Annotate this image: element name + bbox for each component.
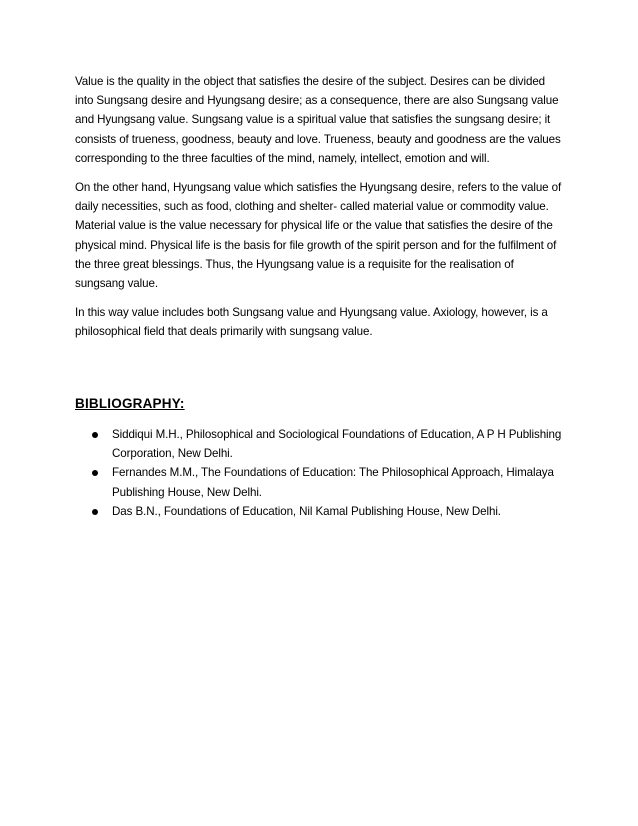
- bibliography-item-text: Das B.N., Foundations of Education, Nil Kamal Publishing House, New Delhi.: [112, 504, 501, 518]
- bibliography-item: [75, 463, 565, 501]
- paragraph-2: On the other hand, Hyungsang value which satisfies the Hyungsang desire, refers to the value of daily necessities, such as food, clothing and shelter- called material value or commodity value. Material value is the value necessary for physical life or the value that satisfies the desire of the physical mind. Physical life is the basis for file growth of the spirit person and for the fulfilment of the three great blessings. Thus, the Hyungsang value is a requisite for the realisation of sungsang value.: [75, 181, 562, 291]
- bibliography-item: [75, 425, 565, 463]
- body-text: [75, 72, 565, 352]
- bullet-icon: [92, 432, 98, 438]
- paragraph-3: In this way value includes both Sungsang value and Hyungsang value. Axiology, however, is a philosophical field that deals primarily with sungsang value.: [75, 306, 548, 339]
- bullet-icon: [92, 509, 98, 515]
- bullet-icon: [92, 470, 98, 476]
- bibliography-list: [75, 425, 565, 521]
- paragraph-1: Value is the quality in the object that satisfies the desire of the subject. Desires can be divided into Sungsang desire and Hyungsang desire; as a consequence, there are also Sungsang value and Hyungsang value. Sungsang value is a spiritual value that satisfies the sungsang desire; it consists of trueness, goodness, beauty and love. Trueness, beauty and goodness are the values corresponding to the three faculties of the mind, namely, intellect, emotion and will.: [75, 75, 561, 165]
- bibliography-heading: BIBLIOGRAPHY:: [75, 396, 185, 411]
- bibliography-item: [75, 502, 565, 521]
- bibliography-item-text: Fernandes M.M., The Foundations of Education: The Philosophical Approach, Himalaya Publishing House, New Delhi.: [112, 466, 554, 499]
- bibliography-item-text: Siddiqui M.H., Philosophical and Sociological Foundations of Education, A P H Publishing Corporation, New Delhi.: [112, 428, 562, 461]
